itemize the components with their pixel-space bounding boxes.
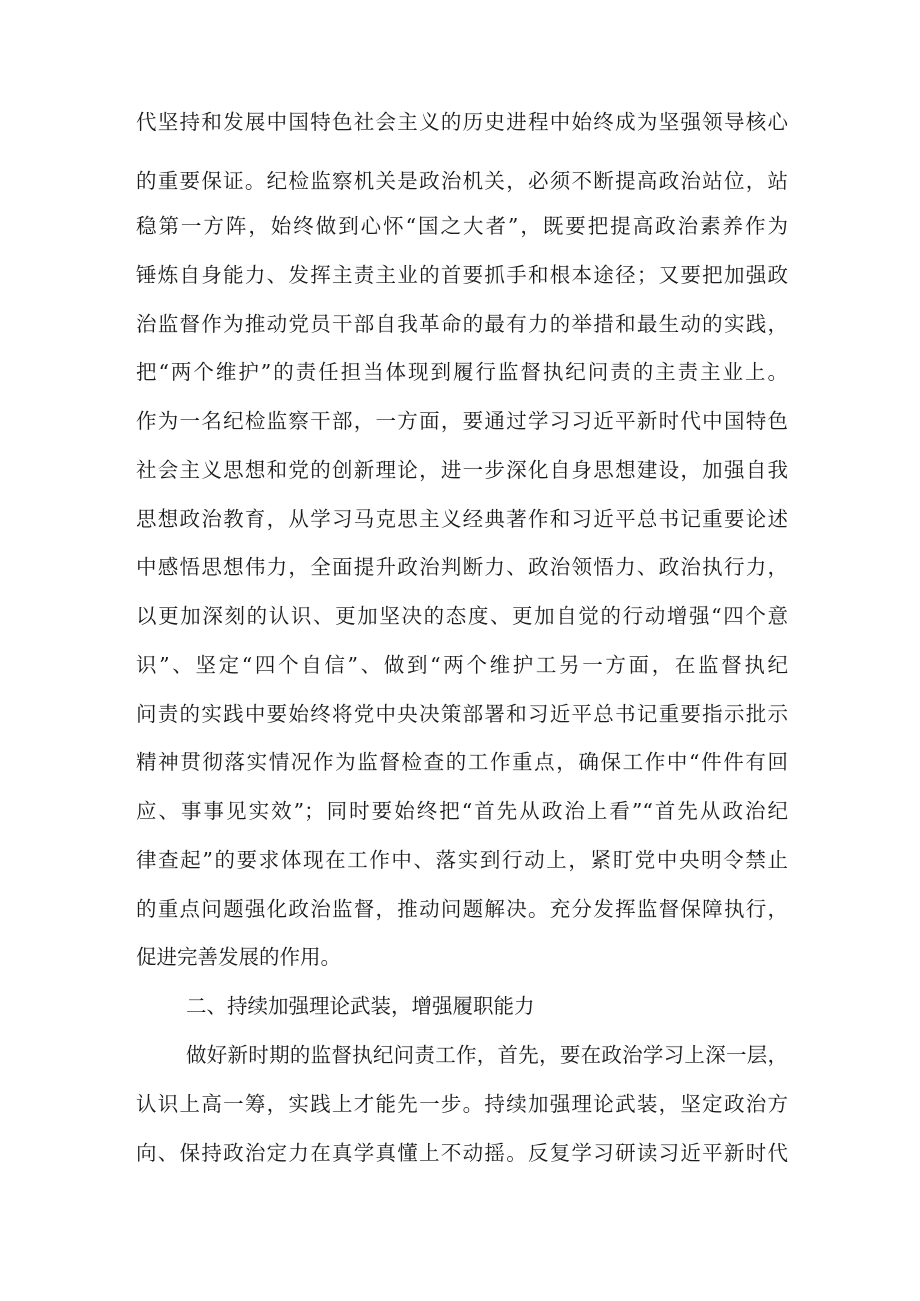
body-text-line: 代坚持和发展中国特色社会主义的历史进程中始终成为坚强领导核心 — [136, 110, 788, 134]
body-text-line: 精神贯彻落实情况作为监督检查的工作重点，确保工作中“件件有回 — [136, 750, 788, 774]
body-text-line: 的重要保证。纪检监察机关是政治机关，必须不断提高政治站位，站 — [136, 169, 788, 193]
body-text-line: 以更加深刻的认识、更加坚决的态度、更加自觉的行动增强“四个意 — [136, 604, 788, 628]
body-text-line: 锤炼自身能力、发挥主责主业的首要抓手和根本途径；又要把加强政 — [136, 263, 788, 287]
section-heading: 二、持续加强理论武装，增强履职能力 — [186, 994, 535, 1018]
body-text-line: 中感悟思想伟力，全面提升政治判断力、政治领悟力、政治执行力， — [136, 555, 788, 579]
body-text-line: 思想政治教育，从学习马克思主义经典著作和习近平总书记重要论述 — [136, 507, 788, 531]
body-text-line: 社会主义思想和党的创新理论，进一步深化自身思想建设，加强自我 — [136, 458, 788, 482]
body-text-line: 问责的实践中要始终将党中央决策部署和习近平总书记重要指示批示 — [136, 702, 788, 726]
body-text-line: 应、事事见实效”；同时要始终把“首先从政治上看”“首先从政治纪 — [136, 799, 788, 823]
body-text-line: 向、保持政治定力在真学真懂上不动摇。反复学习研读习近平新时代 — [136, 1141, 788, 1165]
body-text-line: 稳第一方阵，始终做到心怀“国之大者”，既要把提高政治素养作为 — [136, 214, 788, 238]
body-text-line: 律查起”的要求体现在工作中、落实到行动上，紧盯党中央明令禁止 — [136, 848, 788, 872]
body-text-line: 的重点问题强化政治监督，推动问题解决。充分发挥监督保障执行， — [136, 897, 788, 921]
body-text-line: 认识上高一筹，实践上才能先一步。持续加强理论武装，坚定政治方 — [136, 1092, 788, 1116]
body-text-line: 做好新时期的监督执纪问责工作，首先，要在政治学习上深一层， — [186, 1043, 788, 1067]
body-text-line: 治监督作为推动党员干部自我革命的最有力的举措和最生动的实践， — [136, 312, 788, 336]
body-text-line: 识”、坚定“四个自信”、做到“两个维护工另一方面，在监督执纪 — [136, 653, 788, 677]
body-text-line: 把“两个维护”的责任担当体现到履行监督执纪问责的主责主业上。 — [136, 360, 788, 384]
body-text-line: 促进完善发展的作用。 — [136, 945, 341, 969]
body-text-line: 作为一名纪检监察干部，一方面，要通过学习习近平新时代中国特色 — [136, 409, 788, 433]
